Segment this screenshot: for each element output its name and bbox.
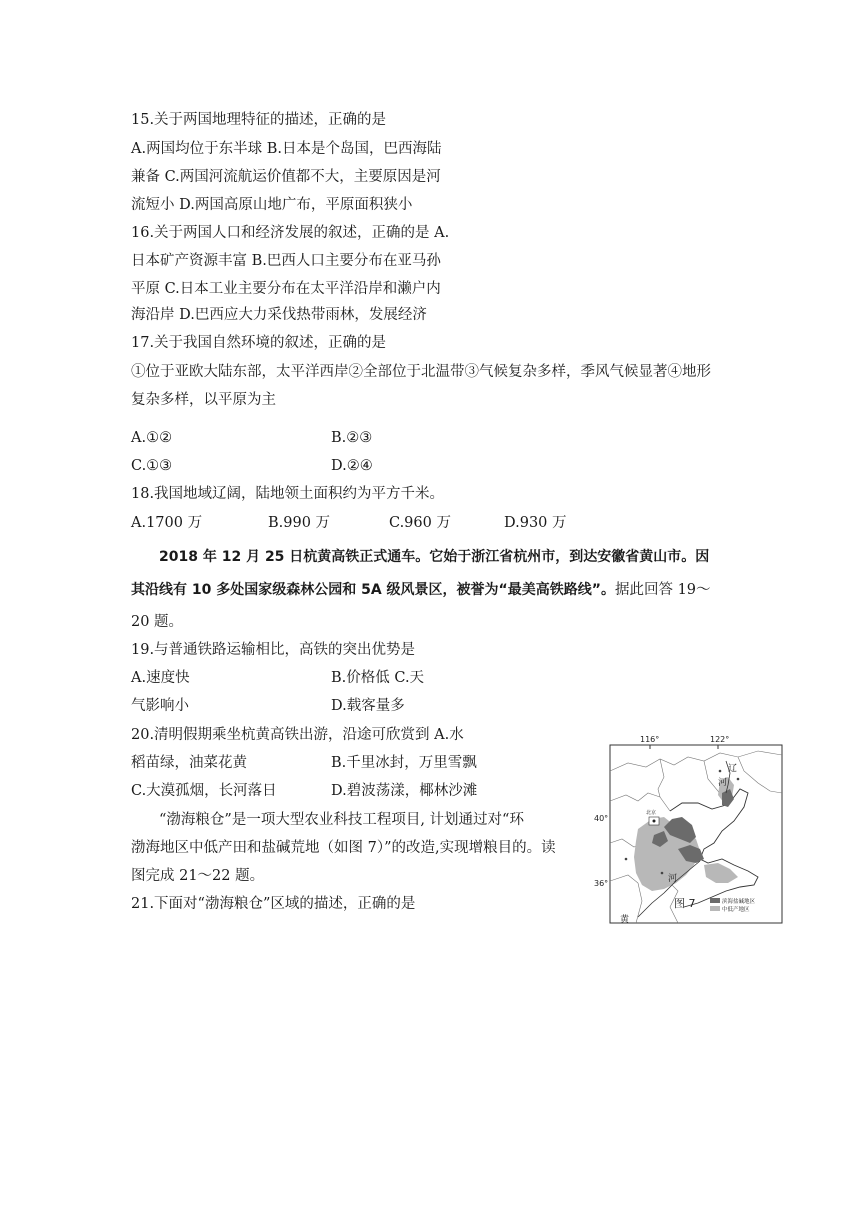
q16-line: 海沿岸 D.巴西应大力采伐热带雨林，发展经济 — [131, 307, 427, 323]
passage-line: 20 题。 — [131, 614, 184, 630]
yellow-river-label: 河 — [668, 874, 678, 884]
legend-label-low-yield: 中低产地区 — [722, 907, 750, 913]
liao-river-label: 河 — [718, 778, 728, 788]
q17-option-a: A.①② — [131, 430, 173, 446]
q17-option-b: B.②③ — [331, 430, 373, 446]
q21-stem: 21.下面对“渤海粮仓”区域的描述，正确的是 — [131, 896, 416, 912]
q17-option-c: C.①③ — [131, 458, 173, 474]
q16-line: 日本矿产资源丰富 B.巴西人口主要分布在亚马孙 — [131, 253, 441, 269]
passage-line: 2018 年 12 月 25 日杭黄高铁正式通车。它始于浙江省杭州市，到达安徽省黄山市。因 — [159, 549, 710, 565]
passage-line: 渤海地区中低产田和盐碱荒地（如图 7）”的改造,实现增粮目的。读 — [131, 840, 556, 856]
beijing-label: 北京 — [646, 810, 657, 816]
passage-line: 图完成 21～22 题。 — [131, 868, 265, 884]
q16-stem: 16.关于两国人口和经济发展的叙述，正确的是 A. — [131, 225, 450, 241]
passage-line: “渤海粮仓”是一项大型农业科技工程项目, 计划通过对“环 — [159, 812, 524, 828]
q16-line: 平原 C.日本工业主要分布在太平洋沿岸和濑户内 — [131, 281, 441, 297]
q19-option-b: B.价格低 C.天 — [331, 670, 425, 686]
passage-normal-text: 据此回答 19～ — [614, 582, 711, 598]
q20-stem: 20.清明假期乘坐杭黄高铁出游，沿途可欣赏到 A.水 — [131, 727, 464, 743]
q20-option-c: C.大漠孤烟，长河落日 — [131, 783, 277, 799]
q17-desc: 复杂多样，以平原为主 — [131, 392, 276, 408]
q18-option-d: D.930 万 — [504, 515, 567, 531]
lat-label-top: 40° — [594, 814, 609, 823]
legend-swatch-saline — [710, 898, 720, 903]
passage-line — [131, 580, 711, 600]
q17-stem: 17.关于我国自然环境的叙述，正确的是 — [131, 335, 387, 351]
map-frame — [610, 745, 782, 923]
q19-option-c: 气影响小 — [131, 698, 189, 714]
q19-option-d: D.载客量多 — [331, 698, 405, 714]
q19-stem: 19.与普通铁路运输相比，高铁的突出优势是 — [131, 642, 416, 658]
q15-line: 流短小 D.两国高原山地广布，平原面积狭小 — [131, 197, 413, 213]
lon-label-right: 122° — [710, 735, 730, 744]
q18-option-b: B.990 万 — [268, 515, 331, 531]
liao-river-label: 辽 — [728, 764, 738, 774]
legend-label-saline: 滨海盐碱地区 — [722, 899, 756, 905]
q20-option-a: 稻苗绿，油菜花黄 — [131, 755, 247, 771]
passage-bold-text: 其沿线有 10 多处国家级森林公园和 5A 级风景区，被誉为“最美高铁路线”。 — [131, 582, 615, 598]
q18-option-a: A.1700 万 — [131, 515, 203, 531]
q20-option-b: B.千里冰封，万里雪飘 — [331, 755, 477, 771]
q17-desc: ①位于亚欧大陆东部，太平洋西岸②全部位于北温带③气候复杂多样，季风气候显著④地形 — [131, 364, 711, 380]
legend-swatch-low-yield — [710, 906, 720, 911]
beijing-marker — [653, 820, 656, 823]
yellow-river-label: 黄 — [620, 915, 630, 925]
bohai-region-map — [594, 731, 784, 925]
q15-line: 兼备 C.两国河流航运价值都不大，主要原因是河 — [131, 169, 441, 185]
lon-label-left: 116° — [640, 735, 660, 744]
q18-option-c: C.960 万 — [389, 515, 451, 531]
q17-option-d: D.②④ — [331, 458, 373, 474]
q18-stem: 18.我国地域辽阔，陆地领土面积约为平方千米。 — [131, 486, 445, 502]
q15-stem: 15.关于两国地理特征的描述，正确的是 — [131, 112, 387, 128]
figure-caption: 图 7 — [674, 897, 696, 910]
q15-line: A.两国均位于东半球 B.日本是个岛国，巴西海陆 — [131, 141, 442, 157]
q20-option-d: D.碧波荡漾，椰林沙滩 — [331, 783, 478, 799]
lat-label-bottom: 36° — [594, 879, 609, 888]
q19-option-a: A.速度快 — [131, 670, 190, 686]
